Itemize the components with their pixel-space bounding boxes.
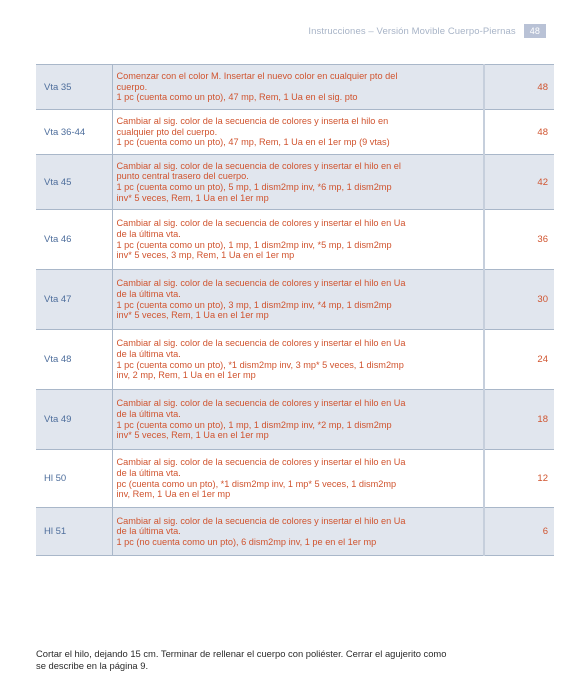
- stitch-count: 36: [537, 234, 548, 245]
- round-instructions: [112, 155, 484, 210]
- stitch-count: 12: [537, 473, 548, 484]
- table-row: [36, 65, 554, 110]
- stitch-count: 42: [537, 176, 548, 188]
- instructions-table: [36, 64, 554, 556]
- page-number-badge: 48: [524, 24, 546, 38]
- instruction-line: 1 pc (cuenta como un pto), 5 mp, 1 dism2mp inv, *6 mp, 1 dism2mp: [116, 182, 392, 192]
- instruction-line: Cambiar al sig. color de la secuencia de colores y insertar el hilo en Ua: [116, 457, 406, 468]
- footer-line-1: Cortar el hilo, dejando 15 cm. Terminar de rellenar el cuerpo con poliéster. Cerrar el agujerito como: [36, 648, 447, 659]
- instruction-line: inv* 5 veces, Rem, 1 Ua en el 1er mp: [116, 310, 269, 321]
- round-instructions: [112, 110, 484, 155]
- instructions-table-body: [36, 65, 554, 556]
- round-label: Vta 35: [44, 81, 72, 93]
- instruction-line: inv, 2 mp, Rem, 1 Ua en el 1er mp: [116, 370, 256, 381]
- round-instructions: [112, 390, 484, 450]
- instruction-line: 1 pc (cuenta como un pto), 3 mp, 1 dism2mp inv, *4 mp, 1 dism2mp: [116, 299, 392, 310]
- instruction-line: Cambiar al sig. color de la secuencia de colores y insertar el hilo en Ua: [116, 398, 406, 409]
- round-instructions: [112, 450, 484, 508]
- round-label: Hl 51: [44, 526, 67, 537]
- instruction-line: 1 pc (cuenta como un pto), 1 mp, 1 dism2mp inv, *5 mp, 1 dism2mp: [116, 239, 392, 250]
- instruction-line: Cambiar al sig. color de la secuencia de colores y insertar el hilo en Ua: [116, 278, 406, 289]
- round-instructions: [112, 330, 484, 390]
- table-row: [36, 390, 554, 450]
- instruction-line: 1 pc (cuenta como un pto), 1 mp, 1 dism2mp inv, *2 mp, 1 dism2mp: [116, 419, 392, 430]
- instruction-line: 1 pc (cuenta como un pto), 47 mp, Rem, 1 Ua en el 1er mp (9 vtas): [116, 137, 390, 148]
- stitch-count: 24: [537, 354, 548, 365]
- footer-note: [36, 648, 556, 671]
- instruction-line: 1 pc (cuenta como un pto), *1 dism2mp inv, 3 mp* 5 veces, 1 dism2mp: [116, 359, 404, 370]
- table-row: [36, 330, 554, 390]
- table-row: [36, 450, 554, 508]
- table-row: [36, 110, 554, 155]
- instruction-line: 1 pc (no cuenta como un pto), 6 dism2mp inv, 1 pe en el 1er mp: [116, 536, 377, 547]
- instruction-line: Cambiar al sig. color de la secuencia de colores y insertar el hilo en el: [116, 160, 401, 171]
- instruction-line: Cambiar al sig. color de la secuencia de colores y inserta el hilo en: [116, 116, 389, 127]
- table-row: [36, 210, 554, 270]
- stitch-count: 6: [542, 526, 548, 537]
- stitch-count: 30: [537, 294, 548, 305]
- round-label: Hl 50: [44, 473, 67, 484]
- instruction-line: inv* 5 veces, Rem, 1 Ua en el 1er mp: [116, 430, 269, 441]
- stitch-count: 48: [537, 81, 548, 93]
- instruction-line: Cambiar al sig. color de la secuencia de colores y insertar el hilo en Ua: [116, 338, 406, 349]
- round-label: Vta 48: [44, 354, 72, 365]
- instruction-line: 1 pc (cuenta como un pto), 47 mp, Rem, 1 Ua en el sig. pto: [116, 92, 358, 103]
- table-row: [36, 270, 554, 330]
- instruction-line: cuerpo.: [116, 81, 148, 92]
- instruction-line: inv* 5 veces, Rem, 1 Ua en el 1er mp: [116, 192, 269, 203]
- instruction-line: de la última vta.: [116, 228, 181, 239]
- table-row: [36, 508, 554, 556]
- instruction-line: inv, Rem, 1 Ua en el 1er mp: [116, 489, 231, 500]
- instruction-line: de la última vta.: [116, 526, 181, 537]
- stitch-count: 18: [537, 414, 548, 425]
- round-instructions: [112, 210, 484, 270]
- stitch-count: 48: [537, 126, 548, 138]
- round-label: Vta 47: [44, 294, 72, 305]
- round-label: Vta 49: [44, 414, 72, 425]
- round-label: Vta 45: [44, 176, 72, 188]
- instruction-line: inv* 5 veces, 3 mp, Rem, 1 Ua en el 1er mp: [116, 250, 295, 261]
- instruction-line: de la última vta.: [116, 288, 181, 299]
- instruction-line: pc (cuenta como un pto), *1 dism2mp inv, 1 mp* 5 veces, 1 dism2mp: [116, 478, 397, 489]
- instruction-line: punto central trasero del cuerpo.: [116, 171, 249, 182]
- round-label: Vta 46: [44, 234, 72, 245]
- round-label: Vta 36-44: [44, 126, 86, 138]
- instruction-line: de la última vta.: [116, 348, 181, 359]
- instruction-line: de la última vta.: [116, 408, 181, 419]
- round-instructions: [112, 270, 484, 330]
- instruction-line: cualquier pto del cuerpo.: [116, 126, 218, 137]
- page-header: [308, 24, 546, 38]
- footer-line-2: se describe en la página 9.: [36, 659, 149, 671]
- round-instructions: [112, 65, 484, 110]
- header-title: Instrucciones – Versión Movible Cuerpo-Piernas: [308, 25, 516, 37]
- instruction-line: Cambiar al sig. color de la secuencia de colores y insertar el hilo en Ua: [116, 218, 406, 229]
- instruction-line: Cambiar al sig. color de la secuencia de colores y insertar el hilo en Ua: [116, 515, 406, 526]
- table-row: [36, 155, 554, 210]
- round-instructions: [112, 508, 484, 556]
- instruction-line: de la última vta.: [116, 467, 181, 478]
- instruction-line: Comenzar con el color M. Insertar el nuevo color en cualquier pto del: [116, 71, 398, 82]
